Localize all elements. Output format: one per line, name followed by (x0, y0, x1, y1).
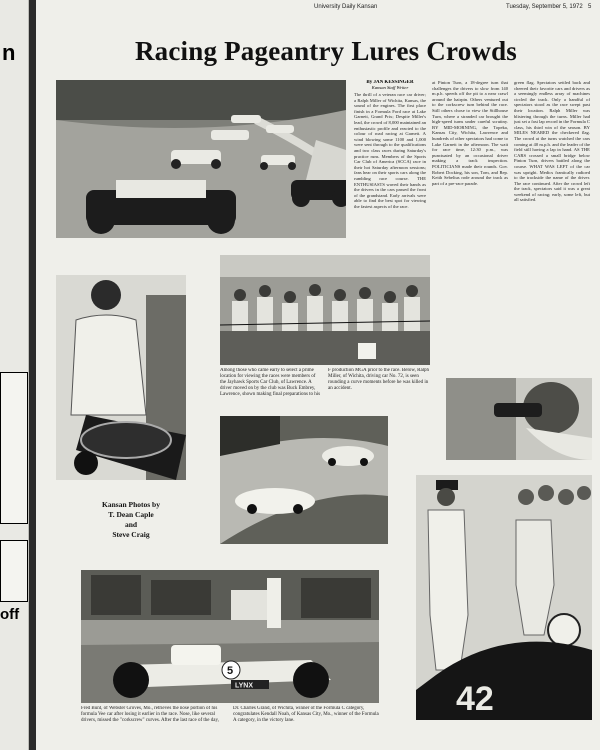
caption-winner: Dr. Charles Grand, of Wichita, winner of the Formula C category, congratulates Kendall Noah, of Kansas City, Mo., winner of the Formula A category, in the victory lane. (233, 706, 379, 723)
adjacent-headline-fragment: n (2, 40, 16, 65)
credits-line-3: and (124, 520, 138, 529)
photo-spectators-image (220, 255, 430, 365)
photo-driver-portrait-image (56, 275, 186, 480)
headline: Racing Pageantry Lures Crowds (134, 36, 518, 66)
photo-spectators (220, 255, 430, 365)
article-text-2: at Pinion Turn, a 18-degree turn that challenges the drivers to slow from 140 m.p.h. speeds off the pit to a near crawl around the hairpin. Others ventured out to the corkscrew turn behind the race. Still others chose to view the Stillhouse Turn, where a stranded car brought the high-speed turns under careful scrutiny. BY MID-MORNING, the Topeka, Kansas City, Wichita, Lawrence and hundreds of other spectators had come to Lake Garnett in the afternoon. The wait for race time, 12:30 p.m., was punctuated by an occasional driver making a track inspection. POLITICIANS made their rounds. Gov. Robert Docking, his son, Tom, and Rep. Keith Sebelius rode around the track as part of a pre-race parade. (432, 80, 508, 186)
article-column-1 (354, 80, 426, 240)
photo-binoculars-fan (446, 378, 592, 460)
caption-formula-car: Fred Bunt, of Webster Groves, Mo., retrieves the nose portion of his formula Vee car after losing it earlier in the race. Nose, like several drivers, missed the "corkscrew" curves. After the last race of the day, (81, 706, 219, 723)
car-number-graphic: 42 (456, 680, 494, 718)
photo-victory-lane (416, 475, 592, 720)
adjacent-ad-box (0, 372, 28, 524)
photo-victory-lane-image (416, 475, 592, 720)
photo-race-start-image (56, 80, 346, 238)
photo-race-start (56, 80, 346, 238)
article-text-3: green flag. Spectators settled back and cheered their favorite cars and drivers as a seemingly endless array of machines circled the track. Only a handful of spectators stood as the race swept past their location. Ralph Miller was blistering through the turns. Miller had just set a fast lap record in the Formula C class, his third win of the season. BY MILES NEARED the checkered flag. The crowd at the turns watched the cars coming at 40 m.p.h. and the leader of the field still having a lap in hand. AS THE CARS crossed a small bridge below Pinion Turn, drivers battled along the course. WHAT WAS LEFT of the car was upright. Medics frantically radioed to the trackside the name of the driver. The race continued. After the crowd left the track, spectators said it was a great weekend of racing; early, some left, but all satisfied. (514, 80, 590, 203)
byline-role: Kansan Staff Writer (371, 85, 409, 90)
paper-name: University Daily Kansan (314, 4, 378, 10)
credits-line-2: T. Dean Caple (108, 510, 154, 519)
photo-binoculars-fan-image (446, 378, 592, 460)
photo-driver-portrait (56, 275, 186, 480)
photo-formula-car-image (81, 570, 379, 703)
photo-sports-cars (220, 416, 388, 544)
adjacent-page-edge (0, 0, 29, 750)
newspaper-page (36, 0, 600, 750)
car-sponsor-text: LYNX (235, 682, 254, 690)
adjacent-ad-fragment: off (0, 606, 20, 623)
caption-sports-prototype: F production MGA prior to the race. Below, Ralph Miller, of Wichita, driving car No. 72, is seen rounding a curve moments before he was killed in an accident. (328, 368, 430, 391)
adjacent-ad-box-2 (0, 540, 28, 602)
photo-credits (76, 500, 186, 540)
photo-sports-cars-image (220, 416, 388, 544)
credits-line-1: Kansan Photos by (102, 500, 160, 509)
credits-line-4: Steve Craig (112, 530, 150, 539)
caption-spectators: Among those who came early to select a prime location for viewing the races were members of the Jayhawk Sports Car Club, of Lawrence. A driver moved on by the club was Buck Embrey, Lawrence, shown making final preparations to his (220, 368, 321, 397)
page-number: 5 (588, 4, 592, 10)
issue-date: Tuesday, September 5, 1972 (506, 4, 583, 10)
byline-author: By JAN KESSINGER (366, 80, 414, 85)
photo-formula-car (81, 570, 379, 703)
car-number-five: 5 (227, 665, 234, 677)
article-text-1: The thrill of a veteran race car driver; a Ralph Miller of Wichita, Kansas, the sound of the engines. The first place finish in a Formula Ford race at Lake Garnett, Grand Prix; Despite Miller's lead, the crowd of 8,000 maintained an enthusiastic profile and reacted to the colour of road racing at Garnett. A wind blowing some 1100 and 1,000 were sent through to the qualifications and two class races during Saturday's practice runs. Members of the Sports Car Club of America (SCCA) race in their hot Saturday afternoon sessions; fans hear on their sports cars along the rumbling race course. THE ENTHUSIASTS waved their hands as the drivers in the cars passed the front of the grandstand. Early arrivals were able to find the best spot for viewing the fastest aspects of the race. (354, 92, 426, 209)
